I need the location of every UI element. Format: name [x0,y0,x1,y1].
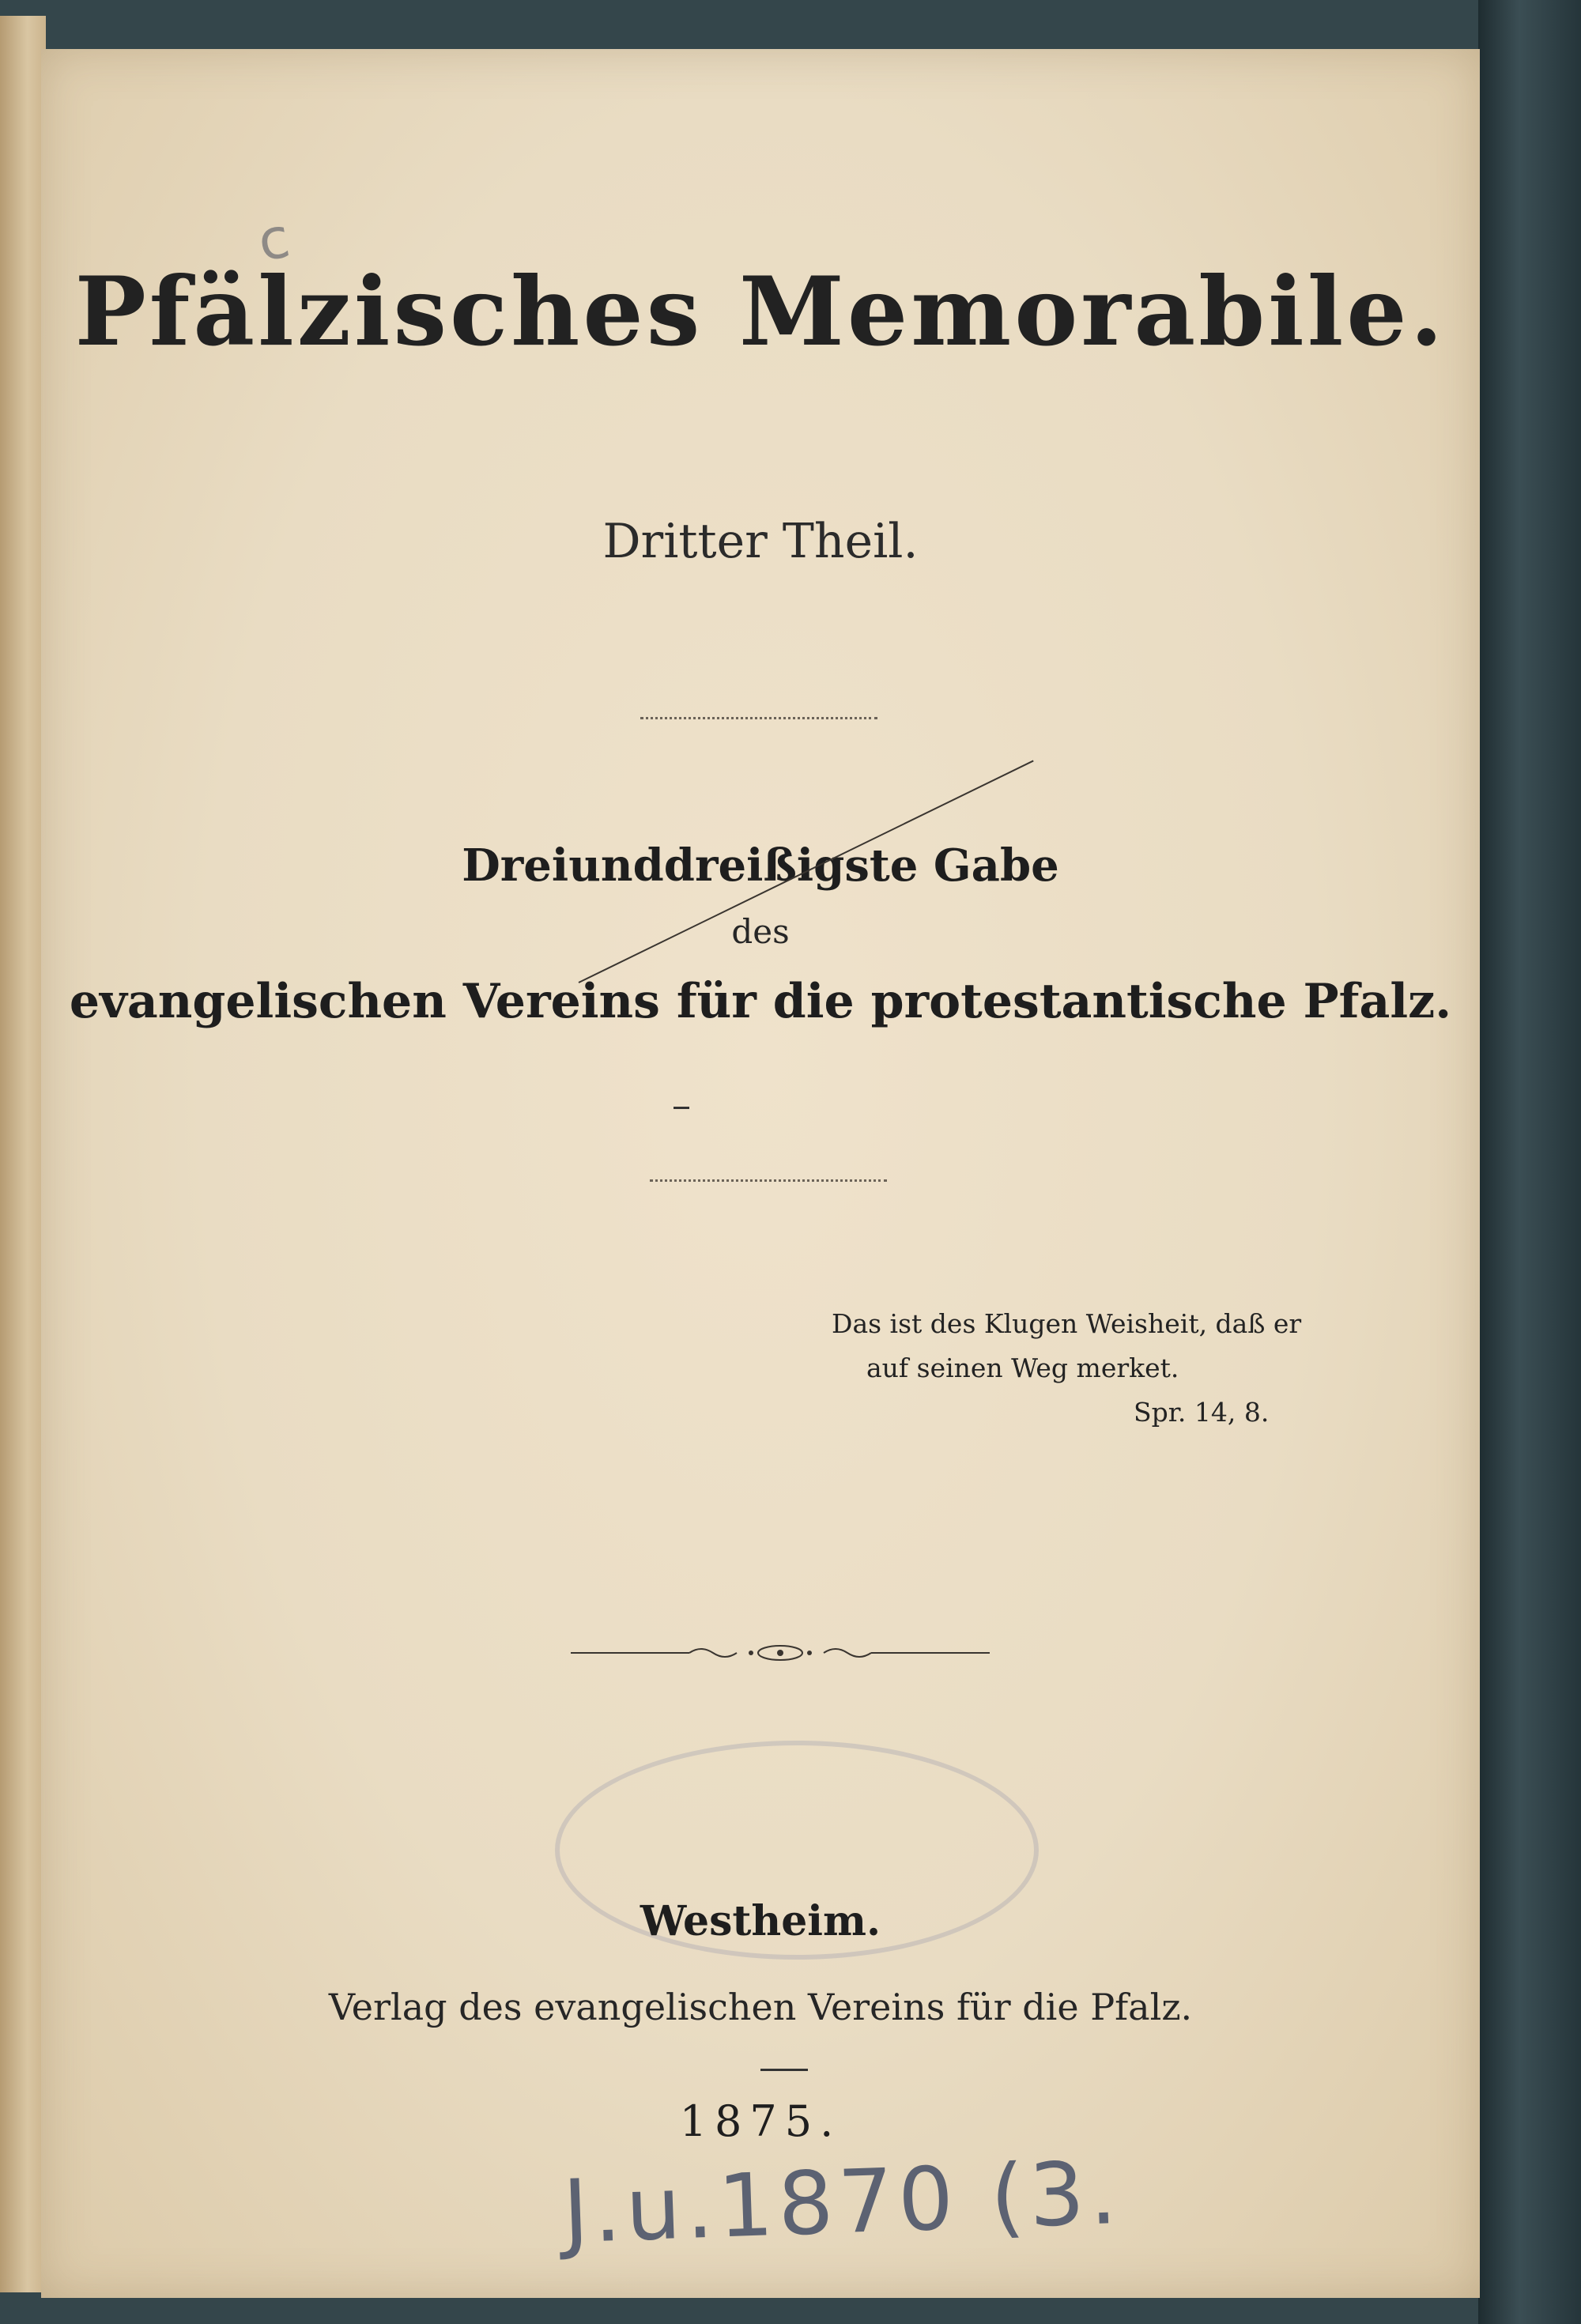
edition-connector: des [731,912,790,951]
publisher-line: Verlag des evangelischen Vereins für die Pfalz. [328,1986,1193,2028]
association-name: evangelischen Vereins für die protestantische Pfalz. [69,974,1452,1029]
epigraph-line: auf seinen Weg merket. [866,1353,1179,1383]
title-page [41,49,1480,2298]
handwritten-shelfmark: J.u.1870 (3. [560,2141,1123,2263]
book-subtitle: Dritter Theil. [602,514,919,569]
wavy-rule [650,1179,887,1191]
epigraph [832,1302,1301,1435]
short-dash [674,1107,689,1109]
short-rule [760,2069,808,2071]
epigraph-reference: Spr. 14, 8. [1134,1397,1270,1428]
pencil-corner-mark: c [253,205,295,274]
book-spine-edge [1478,0,1581,2324]
wavy-rule [640,717,877,729]
ornamental-divider [571,1641,990,1665]
edition-note: Dreiunddreißigste Gabe [462,839,1059,892]
book-title: Pfälzisches Memorabile. [74,256,1447,368]
epigraph-line: Das ist des Klugen Weisheit, daß er [832,1308,1302,1339]
publication-place: Westheim. [640,1897,881,1945]
publication-year: 1875. [679,2096,842,2146]
page-edge-left [0,16,46,2292]
